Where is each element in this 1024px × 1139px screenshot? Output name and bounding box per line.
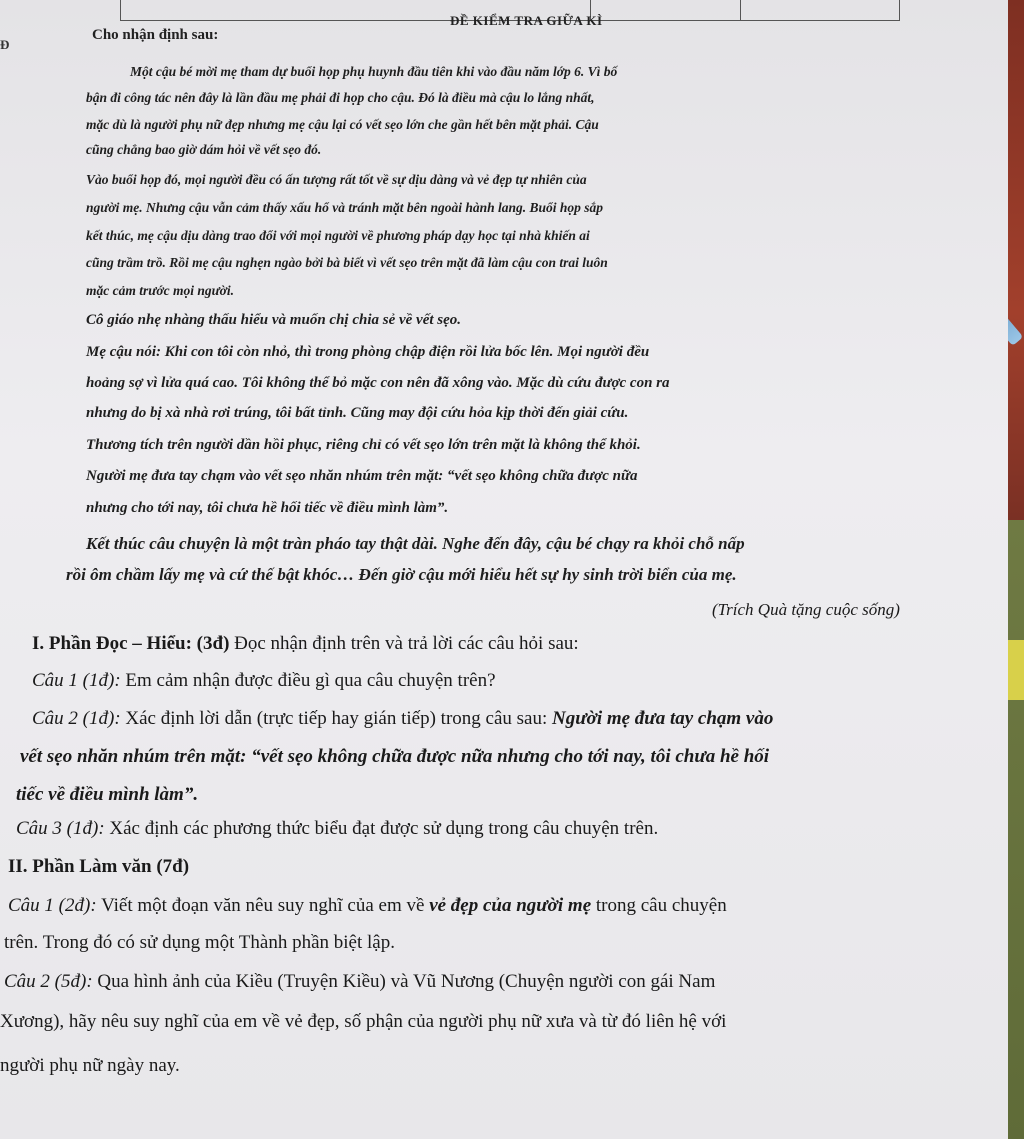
question-label: Câu 2 (1đ): bbox=[32, 708, 121, 729]
story-line: nhưng cho tới nay, tôi chưa hề hối tiếc về điều mình làm”. bbox=[86, 500, 449, 516]
part2-question-1 bbox=[8, 895, 727, 917]
story-line: mặc dù là người phụ nữ đẹp nhưng mẹ cậu lại có vết sẹo lớn che gần hết bên mặt phải. Cậu bbox=[86, 117, 599, 132]
question-quote: Người mẹ đưa tay chạm vào bbox=[552, 708, 774, 729]
question-label: Câu 1 (2đ): bbox=[8, 895, 97, 916]
part2-question-2-cont bbox=[0, 1055, 180, 1077]
question-text: Xác định các phương thức biểu đạt được sử dụng trong câu chuyện trên. bbox=[104, 818, 659, 839]
part2-heading: II. Phần Làm văn (7đ) bbox=[8, 856, 190, 877]
question-text: Qua hình ảnh của Kiều (Truyện Kiều) và Vũ Nương (Chuyện người con gái Nam bbox=[92, 971, 716, 992]
table-divider bbox=[740, 0, 741, 20]
story-line: Người mẹ đưa tay chạm vào vết sẹo nhăn nhúm trên mặt: “vết sẹo không chữa được nữa bbox=[86, 468, 638, 484]
story-line: mặc cảm trước mọi người. bbox=[86, 283, 235, 298]
story-line: bận đi công tác nên đây là lần đầu mẹ phải đi họp cho cậu. Đó là điều mà cậu lo lắng nhất, bbox=[86, 90, 595, 105]
question-text: Viết một đoạn văn nêu suy nghĩ của em về bbox=[96, 895, 430, 916]
story-line: Thương tích trên người dần hồi phục, riêng chỉ có vết sẹo lớn trên mặt là không thể khỏi. bbox=[86, 437, 641, 453]
story-line: người mẹ. Nhưng cậu vẫn cảm thấy xấu hổ và tránh mặt bên ngoài hành lang. Buổi họp sắp bbox=[86, 200, 604, 215]
question-text: người phụ nữ ngày nay. bbox=[0, 1055, 180, 1076]
question-label: Câu 2 (5đ): bbox=[4, 971, 93, 992]
question-label: Câu 1 (1đ): bbox=[32, 670, 121, 691]
story-line: kết thúc, mẹ cậu dịu dàng trao đổi với mọi người về phương pháp dạy học tại nhà khiến ai bbox=[86, 228, 590, 243]
story-line: nhưng do bị xà nhà rơi trúng, tôi bất tỉnh. Cũng may đội cứu hỏa kịp thời đến giải cứu. bbox=[86, 405, 629, 421]
part2-question-1-cont bbox=[4, 932, 395, 954]
story-line: hoảng sợ vì lửa quá cao. Tôi không thể bỏ mặc con nên đã xông vào. Mặc dù cứu được con ra bbox=[86, 375, 670, 391]
part2-heading-line bbox=[8, 856, 189, 878]
part1-heading: I. Phần Đọc – Hiểu: (3đ) bbox=[32, 633, 230, 654]
story-line: cũng trầm trồ. Rồi mẹ cậu nghẹn ngào bởi bà biết vì vết sẹo trên mặt đã làm cậu con trai luôn bbox=[86, 255, 608, 270]
story-line: Vào buổi họp đó, mọi người đều có ấn tượng rất tốt về sự dịu dàng và vẻ đẹp tự nhiên của bbox=[86, 172, 587, 187]
part1-question-2-cont bbox=[20, 746, 769, 768]
part1-heading-line bbox=[32, 633, 579, 655]
question-text: Xương), hãy nêu suy nghĩ của em về vẻ đẹp, số phận của người phụ nữ xưa và từ đó liên hệ với bbox=[0, 1011, 727, 1032]
story-line: Mẹ cậu nói: Khi con tôi còn nhỏ, thì trong phòng chập điện rồi lửa bốc lên. Mọi người đều bbox=[86, 344, 650, 360]
question-quote: tiếc về điều mình làm”. bbox=[16, 784, 199, 805]
story-source: (Trích Quà tặng cuộc sống) bbox=[712, 600, 900, 619]
question-text: trong câu chuyện bbox=[591, 895, 727, 916]
story-line: Kết thúc câu chuyện là một tràn pháo tay thật dài. Nghe đến đây, cậu bé chạy ra khỏi chỗ nấp bbox=[86, 534, 745, 553]
question-text: trên. Trong đó có sử dụng một Thành phần biệt lập. bbox=[4, 932, 395, 953]
table-divider bbox=[120, 0, 121, 20]
story-line: Cô giáo nhẹ nhàng thấu hiểu và muốn chị chia sẻ về vết sẹo. bbox=[86, 312, 462, 328]
question-label: Câu 3 (1đ): bbox=[16, 818, 105, 839]
part1-question-3 bbox=[16, 818, 658, 840]
part1-question-2 bbox=[32, 708, 773, 730]
story-line: rồi ôm chầm lấy mẹ và cứ thế bật khóc… Đến giờ cậu mới hiểu hết sự hy sinh trời biển của mẹ. bbox=[66, 565, 737, 584]
question-emphasis: vẻ đẹp của người mẹ bbox=[429, 895, 592, 916]
part2-question-2-cont bbox=[0, 1011, 726, 1033]
part2-question-2 bbox=[4, 971, 715, 993]
story-line: Một cậu bé mời mẹ tham dự buổi họp phụ huynh đầu tiên khi vào đầu năm lớp 6. Vì bố bbox=[130, 64, 618, 79]
part1-instruction: Đọc nhận định trên và trả lời các câu hỏi sau: bbox=[229, 633, 579, 654]
story-line: cũng chẳng bao giờ dám hỏi về vết sẹo đó. bbox=[86, 142, 322, 157]
part1-question-1 bbox=[32, 670, 496, 692]
question-text: Em cảm nhận được điều gì qua câu chuyện trên? bbox=[120, 670, 496, 691]
question-quote: vết sẹo nhăn nhúm trên mặt: “vết sẹo không chữa được nữa nhưng cho tới nay, tôi chưa hề hối bbox=[20, 746, 770, 767]
intro-label: Cho nhận định sau: bbox=[92, 27, 219, 43]
corner-mark: Đ bbox=[0, 37, 10, 52]
table-divider bbox=[899, 0, 900, 20]
question-text: Xác định lời dẫn (trực tiếp hay gián tiếp) trong câu sau: bbox=[120, 708, 553, 729]
exam-title: ĐỀ KIỂM TRA GIỮA KÌ bbox=[450, 13, 603, 28]
part1-question-2-cont bbox=[16, 784, 198, 806]
